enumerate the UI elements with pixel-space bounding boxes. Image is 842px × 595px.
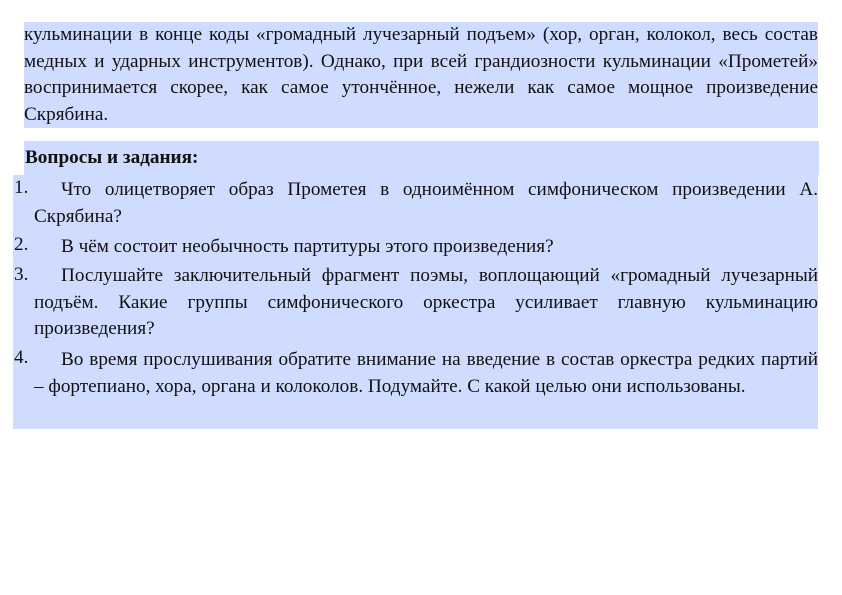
questions-heading: Вопросы и задания:	[24, 141, 819, 175]
question-text: Во время прослушивания обратите внимание на введение в состав оркестра редких партий – фортепиано, хора, органа и колоколов. Подумайте. С какой целью они использованы.	[34, 349, 818, 397]
list-item	[13, 262, 818, 345]
question-number: 2.	[14, 234, 29, 255]
question-number: 1.	[14, 177, 29, 198]
question-text: Послушайте заключительный фрагмент поэмы, воплощающий «громадный лучезарный подъём. Какие группы симфонического оркестра усиливает главную кульминацию произведения?	[34, 265, 818, 339]
list-item	[13, 345, 818, 429]
intro-paragraph: кульминации в конце коды «громадный лучезарный подъем» (хор, орган, колокол, весь состав медных и ударных инструментов). Однако, при всей грандиозности кульминации «Прометей» воспринимается скорее, как самое утончённое, нежели как самое мощное произведение Скрябина.	[24, 22, 818, 128]
question-number: 3.	[14, 264, 29, 285]
question-text: В чём состоит необычность партитуры этого произведения?	[61, 236, 554, 257]
question-text: Что олицетворяет образ Прометея в одноимённом симфоническом произведении А. Скрябина?	[34, 179, 818, 227]
list-item	[13, 175, 818, 232]
list-item	[13, 232, 818, 262]
questions-list	[13, 175, 818, 429]
question-number: 4.	[14, 347, 29, 368]
